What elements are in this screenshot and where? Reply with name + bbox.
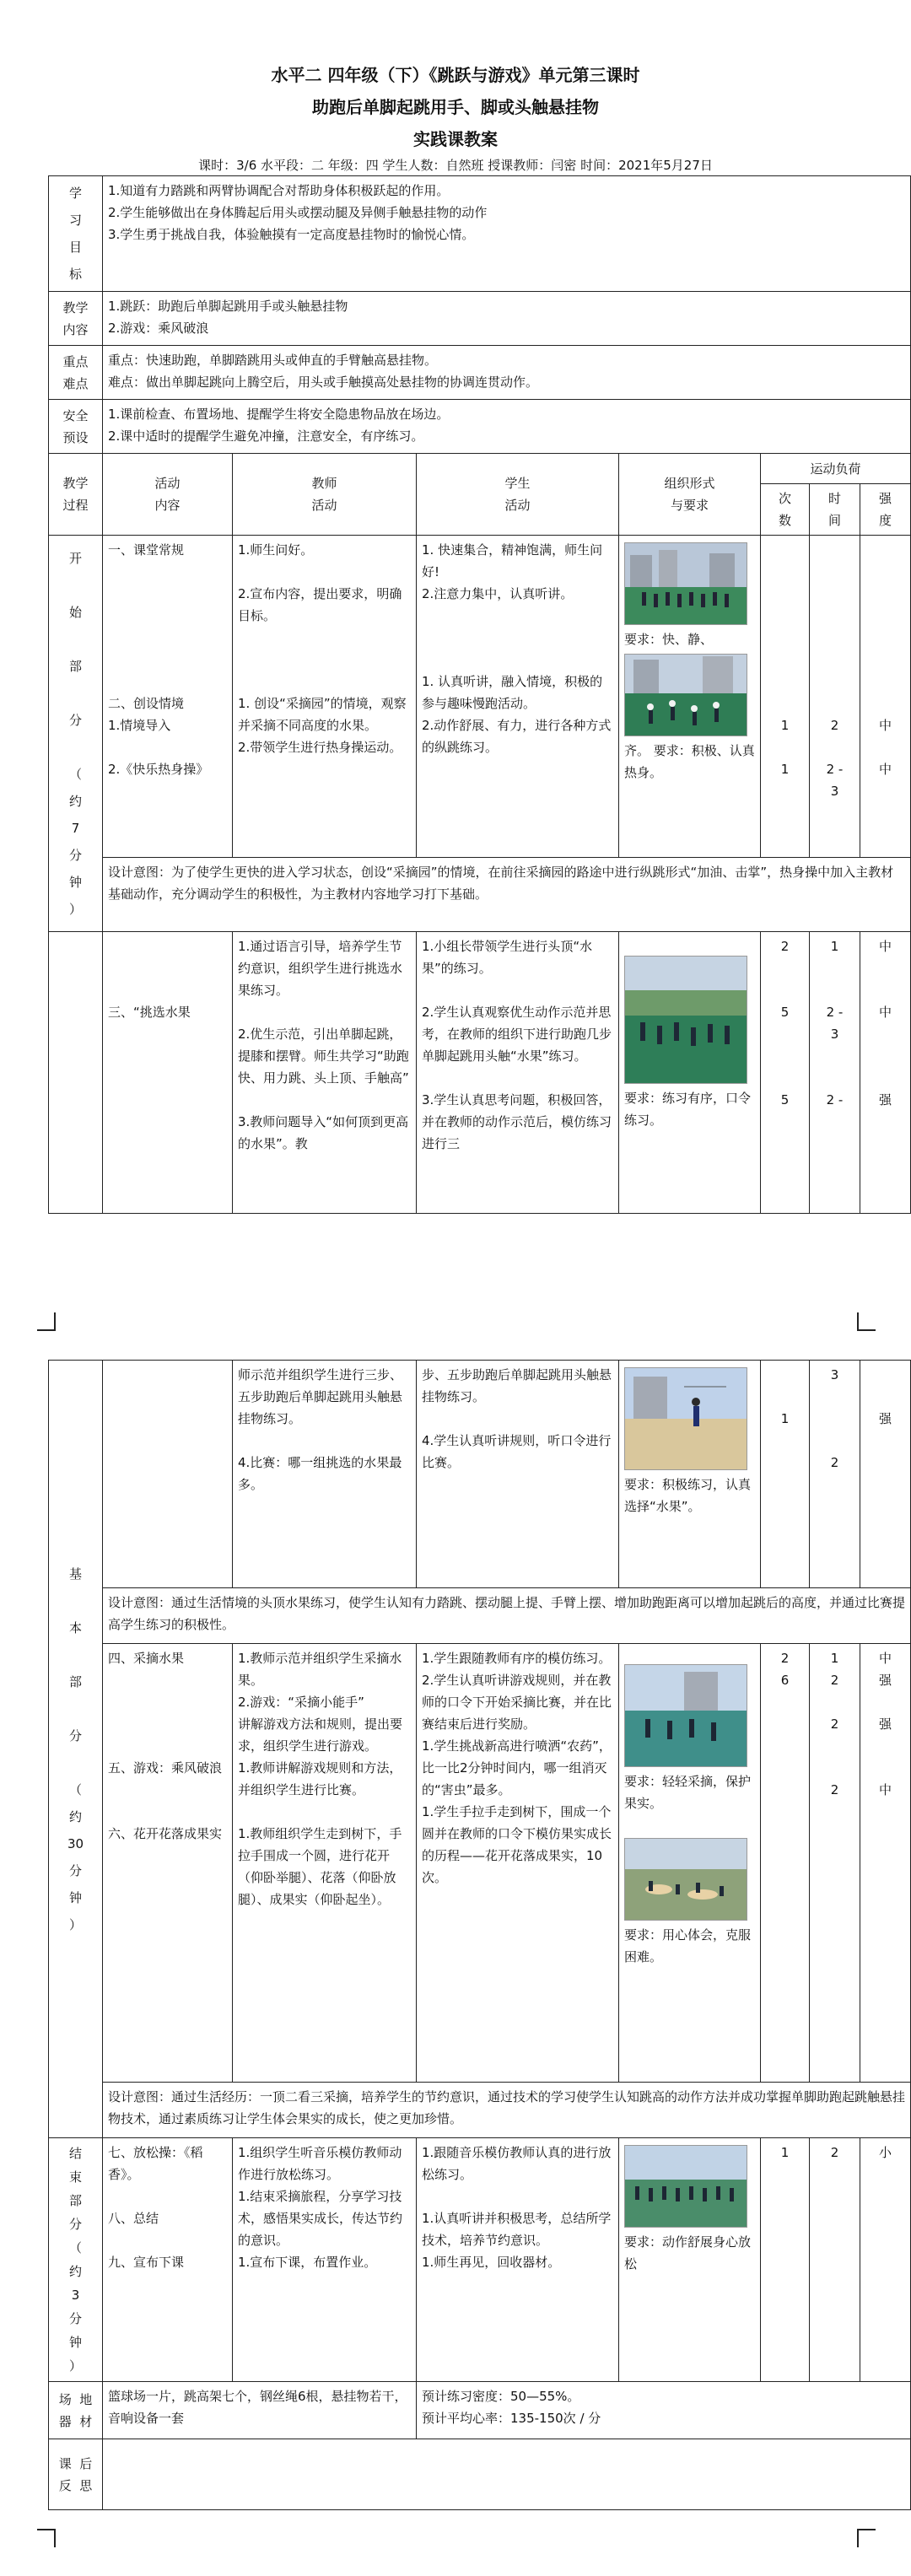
header-times: 次 数: [761, 484, 810, 536]
start-student: 1. 快速集合，精神饱满，师生问好! 2.注意力集中，认真听讲。 1. 认真听讲，融入情境，积极的参与趣味慢跑活动。 2.动作舒展、有力，进行各种方式的纵跳练习。: [417, 536, 619, 858]
basic-time-2a: 3 2: [810, 1361, 860, 1588]
start-organization: [619, 536, 761, 858]
section-start-label: 开 始 部 分 （ 约 7 分 钟 ）: [49, 536, 103, 932]
start-requirement-2: 齐。 要求：积极、认真热身。: [624, 743, 755, 780]
page-gap: [0, 1235, 911, 1360]
header-activity: 活动 内容: [103, 454, 233, 536]
basic-requirement-2a: 要求：积极练习，认真选择“水果”。: [624, 1477, 752, 1514]
lesson-title: 水平二 四年级（下）《跳跃与游戏》单元第三课时: [271, 65, 640, 85]
basic-intensity-1: 中 中 强: [860, 932, 911, 1214]
section-basic-label: 基 本 部 分 （ 约 30 分 钟 ）: [49, 1361, 103, 2138]
content-line: 2.游戏：乘风破浪: [108, 321, 209, 336]
basic-organization-2b: [619, 1644, 761, 2083]
end-time: 2: [810, 2138, 860, 2382]
keypoint-line: 难点：做出单脚起跳向上腾空后，用头或手触摸高处悬挂物的协调连贯动作。: [108, 375, 539, 390]
start-activity: 一、课堂常规 二、创设情境 1.情境导入 2.《快乐热身操》: [103, 536, 233, 858]
basic-requirement-2b1: 要求：轻轻采摘，保护果实。: [624, 1774, 752, 1811]
class-photo-5: [624, 1664, 747, 1767]
safety-line: 2.课中适时的提醒学生避免冲撞，注意安全，有序练习。: [108, 428, 424, 444]
class-photo-6: [624, 1838, 747, 1921]
lesson-subtitle: 助跑后单脚起跳用手、脚或头触悬挂物: [312, 97, 599, 117]
section-end-label: 结 束 部 分 （ 约 3 分 钟 ）: [49, 2138, 103, 2382]
end-times: 1: [761, 2138, 810, 2382]
class-photo-7: [624, 2145, 747, 2228]
lesson-type: 实践课教案: [413, 129, 498, 149]
end-organization: [619, 2138, 761, 2382]
basic-organization-1: [619, 932, 761, 1214]
content-text: [103, 292, 911, 346]
basic-times-2a: 1: [761, 1361, 810, 1588]
header-process: 教学 过程: [49, 454, 103, 536]
basic-activity-1: 三、“挑选水果: [103, 932, 233, 1214]
start-requirement-1: 要求：快、静、: [624, 632, 714, 647]
header-load: 运动负荷: [761, 454, 911, 484]
basic-times-1: 2 5 5: [761, 932, 810, 1214]
venue-equipment: 篮球场一片，跳高架七个，钢丝绳6根，悬挂物若干，音响设备一套: [103, 2382, 417, 2439]
basic-times-2b: 2 6: [761, 1644, 810, 2083]
objective-line: 1.知道有力踏跳和两臂协调配合对帮助身体积极跃起的作用。: [108, 183, 450, 198]
start-time: 2 2 - 3: [810, 536, 860, 858]
section-basic-label-part-1: [49, 932, 103, 1214]
header-organization: 组织形式 与要求: [619, 454, 761, 536]
reflection-label: 课 后 反 思: [49, 2439, 103, 2510]
header-time: 时 间: [810, 484, 860, 536]
average-heart-rate: 预计平均心率：135-150次 / 分: [422, 2411, 601, 2426]
page-2: [0, 1360, 911, 2576]
start-intensity: 中 中: [860, 536, 911, 858]
start-design-intent: 设计意图：为了使学生更快的进入学习状态，创设“采摘园”的情境，在前往采摘园的路途中进行纵跳形式“加油、击掌”，热身操中加入主教材基础动作，充分调动学生的积极性，为主教材内容地学习打下基础。: [103, 858, 911, 932]
end-intensity: 小: [860, 2138, 911, 2382]
basic-student-2b: 1.学生跟随教师有序的模仿练习。 2.学生认真听讲游戏规则，并在教师的口令下开始采摘比赛，并在比赛结束后进行奖励。 1.学生挑战新高进行喷洒“农药”，比一比2分钟时间内，哪一组消灭的“害虫”最多。 1.学生手拉手走到树下，围成一个圆并在教师的口令下模仿果实成长的历程——花开花落成果实，10次。: [417, 1644, 619, 2083]
objective-line: 2.学生能够做出在身体腾起后用头或摆动腿及异侧手触悬挂物的动作: [108, 205, 488, 220]
basic-activity-2b: 四、采摘水果 五、游戏：乘风破浪 六、花开花落成果实: [103, 1644, 233, 2083]
basic-time-2b: 1 2 2 2: [810, 1644, 860, 2083]
page-1: [0, 0, 911, 1235]
header-student: 学生 活动: [417, 454, 619, 536]
end-teacher: 1.组织学生听音乐模仿教师动作进行放松练习。 1.结束采摘旅程，分享学习技术，感悟果实成长，传达节约的意识。 1.宣布下课，布置作业。: [233, 2138, 417, 2382]
lesson-plan-table-part-2: [48, 1360, 911, 2510]
end-student: 1.跟随音乐模仿教师认真的进行放松练习。 1.认真听讲并积极思考，总结所学技术，培养节约意识。 1.师生再见，回收器材。: [417, 2138, 619, 2382]
reflection-text: [103, 2439, 911, 2510]
class-photo-1: [624, 542, 747, 625]
keypoint-line: 重点：快速助跑，单脚踏跳用头或伸直的手臂触高悬挂物。: [108, 353, 438, 368]
end-activity: 七、放松操：《稻香》。 八、总结 九、宣布下课: [103, 2138, 233, 2382]
basic-design-intent-1: 设计意图：通过生活情境的头顶水果练习，使学生认知有力踏跳、摆动腿上提、手臂上摆、增加助跑距离可以增加起跳后的高度，并通过比赛提高学生练习的积极性。: [103, 1588, 911, 1644]
venue-label: 场 地 器 材: [49, 2382, 103, 2439]
keypoints-text: [103, 346, 911, 400]
keypoints-label: 重点 难点: [49, 346, 103, 400]
practice-density: 预计练习密度：50—55%。: [422, 2389, 580, 2404]
content-label: 教学 内容: [49, 292, 103, 346]
crop-mark: [857, 2529, 876, 2547]
basic-intensity-2b: 中 强 强 中: [860, 1644, 911, 2083]
objectives-text: [103, 176, 911, 292]
lesson-plan-table-part-1: [48, 175, 911, 1214]
safety-text: [103, 400, 911, 454]
basic-intensity-2a: 强: [860, 1361, 911, 1588]
objective-line: 3.学生勇于挑战自我，体验触摸有一定高度悬挂物时的愉悦心情。: [108, 227, 475, 242]
safety-label: 安全 预设: [49, 400, 103, 454]
basic-student-1: 1.小组长带领学生进行头顶“水果”的练习。 2.学生认真观察优生动作示范并思考，在教师的组织下进行助跑几步单脚起跳用头触“水果”练习。 3.学生认真思考问题，积极回答，并在教师的动作示范后，模仿练习进行三: [417, 932, 619, 1214]
crop-mark: [37, 2529, 56, 2547]
class-photo-3: [624, 956, 747, 1084]
crop-mark: [857, 1312, 876, 1331]
content-line: 1.跳跃：助跑后单脚起跳用手或头触悬挂物: [108, 299, 348, 314]
basic-design-intent-2: 设计意图：通过生活经历：一顶二看三采摘，培养学生的节约意识，通过技术的学习使学生认知跳高的动作方法并成功掌握单脚助跑起跳触悬挂物技术，通过素质练习让学生体会果实的成长，使之更加珍惜。: [103, 2083, 911, 2138]
venue-estimates: [417, 2382, 911, 2439]
basic-activity-2a: [103, 1361, 233, 1588]
end-requirement: 要求：动作舒展身心放松: [624, 2234, 752, 2272]
basic-requirement-1: 要求：练习有序，口令练习。: [624, 1091, 752, 1128]
class-photo-2: [624, 654, 747, 736]
basic-requirement-2b2: 要求：用心体会，克服困难。: [624, 1927, 752, 1964]
start-times: 1 1: [761, 536, 810, 858]
start-teacher: 1.师生问好。 2.宣布内容，提出要求，明确目标。 1. 创设“采摘园”的情境，观察并采摘不同高度的水果。 2.带领学生进行热身操运动。: [233, 536, 417, 858]
objectives-label: 学 习 目 标: [49, 176, 103, 292]
header-teacher: 教师 活动: [233, 454, 417, 536]
header-intensity: 强 度: [860, 484, 911, 536]
basic-teacher-1: 1.通过语言引导，培养学生节约意识，组织学生进行挑选水果练习。 2.优生示范，引出单脚起跳，提膝和摆臂。师生共学习“助跑快、用力跳、头上顶、手触高” 3.教师问题导入“如何顶到更高的水果”。教: [233, 932, 417, 1214]
crop-mark: [37, 1312, 56, 1331]
class-photo-4: [624, 1367, 747, 1470]
basic-teacher-2a: 师示范并组织学生进行三步、五步助跑后单脚起跳用头触悬挂物练习。 4.比赛：哪一组挑选的水果最多。: [233, 1361, 417, 1588]
basic-organization-2a: [619, 1361, 761, 1588]
basic-time-1: 1 2 - 3 2 -: [810, 932, 860, 1214]
lesson-info: 课时：3/6 水平段：二 年级：四 学生人数：自然班 授课教师：闫密 时间：2021年5月27日: [198, 158, 713, 173]
safety-line: 1.课前检查、布置场地、提醒学生将安全隐患物品放在场边。: [108, 407, 450, 422]
basic-teacher-2b: 1.教师示范并组织学生采摘水果。 2.游戏：“采摘小能手” 讲解游戏方法和规则，提出要求，组织学生进行游戏。 1.教师讲解游戏规则和方法，并组织学生进行比赛。 1.教师组织学生走到树下，手拉手围成一个圆，进行花开（仰卧举腿）、花落（仰卧放腿）、成果实（仰卧起坐）。: [233, 1644, 417, 2083]
basic-student-2a: 步、五步助跑后单脚起跳用头触悬挂物练习。 4.学生认真听讲规则，听口令进行比赛。: [417, 1361, 619, 1588]
